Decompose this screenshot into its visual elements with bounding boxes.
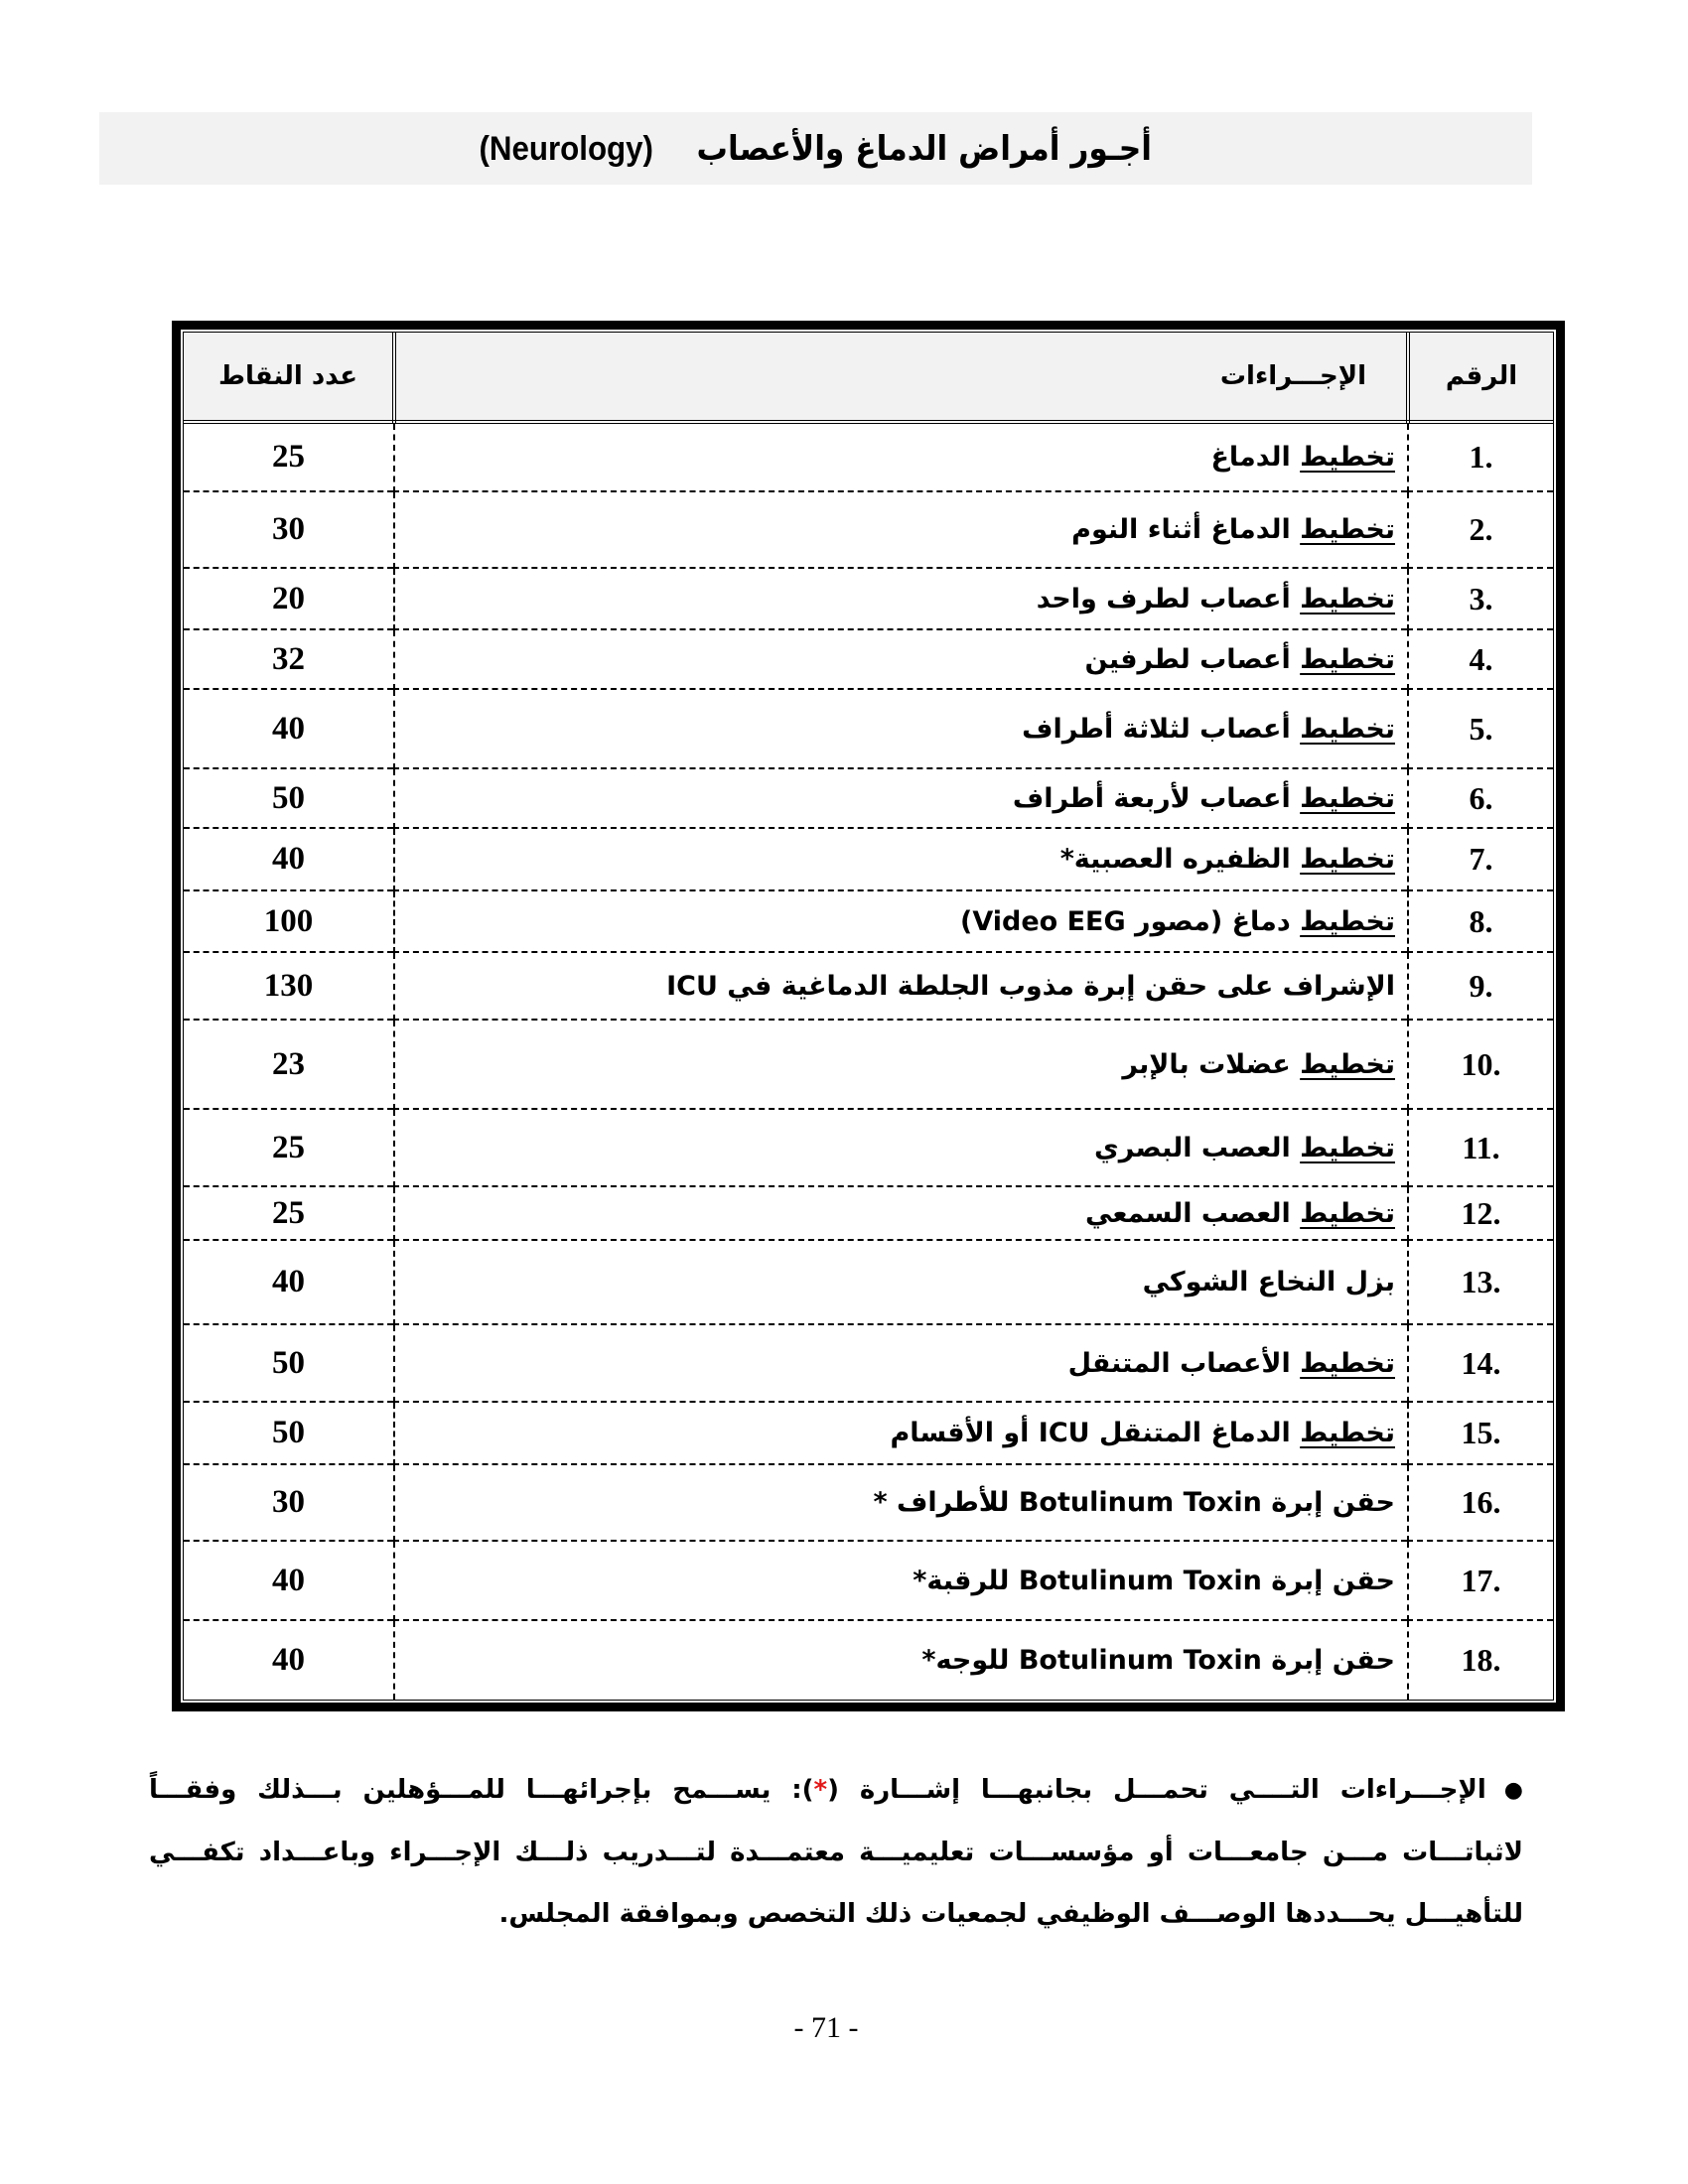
points-value: 32 [184, 629, 394, 689]
row-number: .9 [1408, 952, 1553, 1020]
row-number: .10 [1408, 1020, 1553, 1109]
table-row [184, 828, 1553, 890]
points-value: 50 [184, 768, 394, 828]
procedure-description: حقن إبرة Botulinum Toxin للأطراف * [873, 1487, 1395, 1518]
row-number: .15 [1408, 1402, 1553, 1464]
procedure-description: دماغ (مصور Video EEG) [959, 905, 1301, 937]
column-header-points: عدد النقاط [184, 333, 394, 422]
procedure-name [394, 568, 1408, 629]
bullet-icon: ● [1503, 1777, 1523, 1803]
table-row [184, 1464, 1553, 1541]
row-number: .12 [1408, 1186, 1553, 1240]
row-number: .8 [1408, 890, 1553, 952]
points-value: 130 [184, 952, 394, 1020]
row-number: .13 [1408, 1240, 1553, 1324]
footnote-text-start: الإجـــراءات التــــي تحمـــل بجانبهـــا إشـــارة ( [827, 1775, 1486, 1805]
row-number: .11 [1408, 1109, 1553, 1186]
points-value: 30 [184, 1464, 394, 1541]
table-row [184, 629, 1553, 689]
fees-table-frame [172, 321, 1565, 1711]
points-value: 40 [272, 1642, 305, 1678]
row-number: .16 [1408, 1464, 1553, 1541]
procedure-description: الإشراف على حقن إبرة مذوب الجلطة الدماغية في ICU [666, 970, 1395, 1002]
table-row [184, 1620, 1553, 1700]
page-number: - 71 - [793, 2011, 859, 2044]
points-value: 30 [184, 491, 394, 568]
procedure-name [394, 1620, 1408, 1700]
footnote [149, 1759, 1549, 1945]
procedure-description: الدماغ [1210, 442, 1301, 473]
title-arabic: أجـور أمراض الدماغ والأعصاب [696, 128, 1153, 169]
procedure-keyword: تخطيط [1300, 844, 1395, 875]
procedure-description: حقن إبرة Botulinum Toxin للوجه* [921, 1645, 1395, 1676]
procedure-description: أعصاب لطرفين [1084, 643, 1301, 675]
row-number: .4 [1408, 629, 1553, 689]
column-header-procedure: الإجـــراءات [394, 333, 1408, 422]
procedure-description: بزل النخاع الشوكي [1142, 1267, 1395, 1297]
points-value: 40 [184, 1541, 394, 1620]
procedure-description: الدماغ المتنقل ICU أو الأقسام [890, 1418, 1301, 1448]
procedure-keyword: تخطيط [1300, 643, 1395, 675]
procedure-description: الأعصاب المتنقل [1067, 1347, 1301, 1379]
fees-table [184, 333, 1553, 1700]
procedure-keyword: تخطيط [1300, 442, 1395, 473]
procedure-name [394, 952, 1408, 1020]
page-title [480, 129, 1153, 169]
points-value: 40 [184, 1240, 394, 1324]
table-row [184, 689, 1553, 768]
table-row [184, 952, 1553, 1020]
procedure-description: حقن إبرة Botulinum Toxin للرقبة* [913, 1565, 1395, 1596]
procedure-name [394, 689, 1408, 768]
procedure-name [394, 1186, 1408, 1240]
procedure-description: أعصاب لثلاثة أطراف [1022, 713, 1301, 745]
table-row [184, 890, 1553, 952]
asterisk-marker: * [813, 1775, 828, 1805]
column-header-number: الرقم [1408, 333, 1553, 422]
procedure-keyword: تخطيط [1300, 905, 1395, 937]
table-row [184, 1324, 1553, 1402]
procedure-keyword: تخطيط [1300, 1048, 1395, 1080]
table-row [184, 1109, 1553, 1186]
points-value: 50 [184, 1402, 394, 1464]
procedure-name [394, 1109, 1408, 1186]
procedure-name [394, 1324, 1408, 1402]
procedure-name [394, 629, 1408, 689]
row-number: .3 [1408, 568, 1553, 629]
table-row [184, 1541, 1553, 1620]
table-header-row [184, 333, 1553, 422]
procedure-description: العصب السمعي [1085, 1197, 1301, 1229]
table-row [184, 1402, 1553, 1464]
points-value: 25 [184, 1109, 394, 1186]
points-value: 50 [184, 1324, 394, 1402]
procedure-description: الظفيره العصبية* [1059, 844, 1301, 875]
procedure-name [394, 890, 1408, 952]
procedure-keyword: تخطيط [1300, 1197, 1395, 1229]
procedure-keyword: تخطيط [1300, 1132, 1395, 1163]
title-english: (Neurology) [479, 129, 654, 168]
procedure-name [394, 1240, 1408, 1324]
table-row [184, 1020, 1553, 1109]
procedure-name [394, 768, 1408, 828]
table-row [184, 768, 1553, 828]
table-row [184, 422, 1553, 491]
table-row [184, 568, 1553, 629]
procedure-description: أعصاب لطرف واحد [1036, 583, 1301, 614]
points-value: 40 [184, 828, 394, 890]
points-value: 25 [184, 422, 394, 491]
procedure-keyword: تخطيط [1300, 1347, 1395, 1379]
procedure-description: الدماغ أثناء النوم [1071, 514, 1301, 545]
row-number: .6 [1408, 768, 1553, 828]
points-value: 40 [184, 689, 394, 768]
row-number: .18 [1408, 1620, 1553, 1700]
row-number: .17 [1408, 1541, 1553, 1620]
table-row [184, 1240, 1553, 1324]
procedure-keyword: تخطيط [1300, 782, 1395, 814]
row-number: .1 [1408, 422, 1553, 491]
procedure-name [394, 1020, 1408, 1109]
points-value: 25 [184, 1186, 394, 1240]
footnote-text-end: ): يســـمح بإجرائهـــا للمـــؤهلين بـــذلك وفقـــاً لاثباتـــات مـــن جامعـــات أو مؤسســـات تعليميـــة معتمـــدة لتـــدريب ذلـــك الإجـــراء وباعـــداد تكفـــي للتأهيـــل يحـــددها الوصـــف الوظيفي لجمعيات ذلك التخصص وبموافقة المجلس. [149, 1775, 1523, 1929]
procedure-keyword: تخطيط [1300, 583, 1395, 614]
title-banner [99, 112, 1532, 185]
table-row [184, 491, 1553, 568]
procedure-name [394, 1402, 1408, 1464]
procedure-name [394, 1464, 1408, 1541]
procedure-description: أعصاب لأربعة أطراف [1012, 782, 1301, 814]
points-value: 20 [184, 568, 394, 629]
row-number: .5 [1408, 689, 1553, 768]
points-value: 100 [184, 890, 394, 952]
procedure-keyword: تخطيط [1300, 1418, 1395, 1448]
procedure-name [394, 1541, 1408, 1620]
procedure-name [394, 828, 1408, 890]
table-row [184, 1186, 1553, 1240]
procedure-name [394, 491, 1408, 568]
procedure-description: عضلات بالإبر [1122, 1048, 1301, 1080]
points-value: 23 [184, 1020, 394, 1109]
row-number: .2 [1408, 491, 1553, 568]
row-number: .14 [1408, 1324, 1553, 1402]
procedure-keyword: تخطيط [1300, 514, 1395, 545]
procedure-name [394, 422, 1408, 491]
procedure-description: العصب البصري [1093, 1132, 1301, 1163]
procedure-keyword: تخطيط [1300, 713, 1395, 745]
row-number: .7 [1408, 828, 1553, 890]
